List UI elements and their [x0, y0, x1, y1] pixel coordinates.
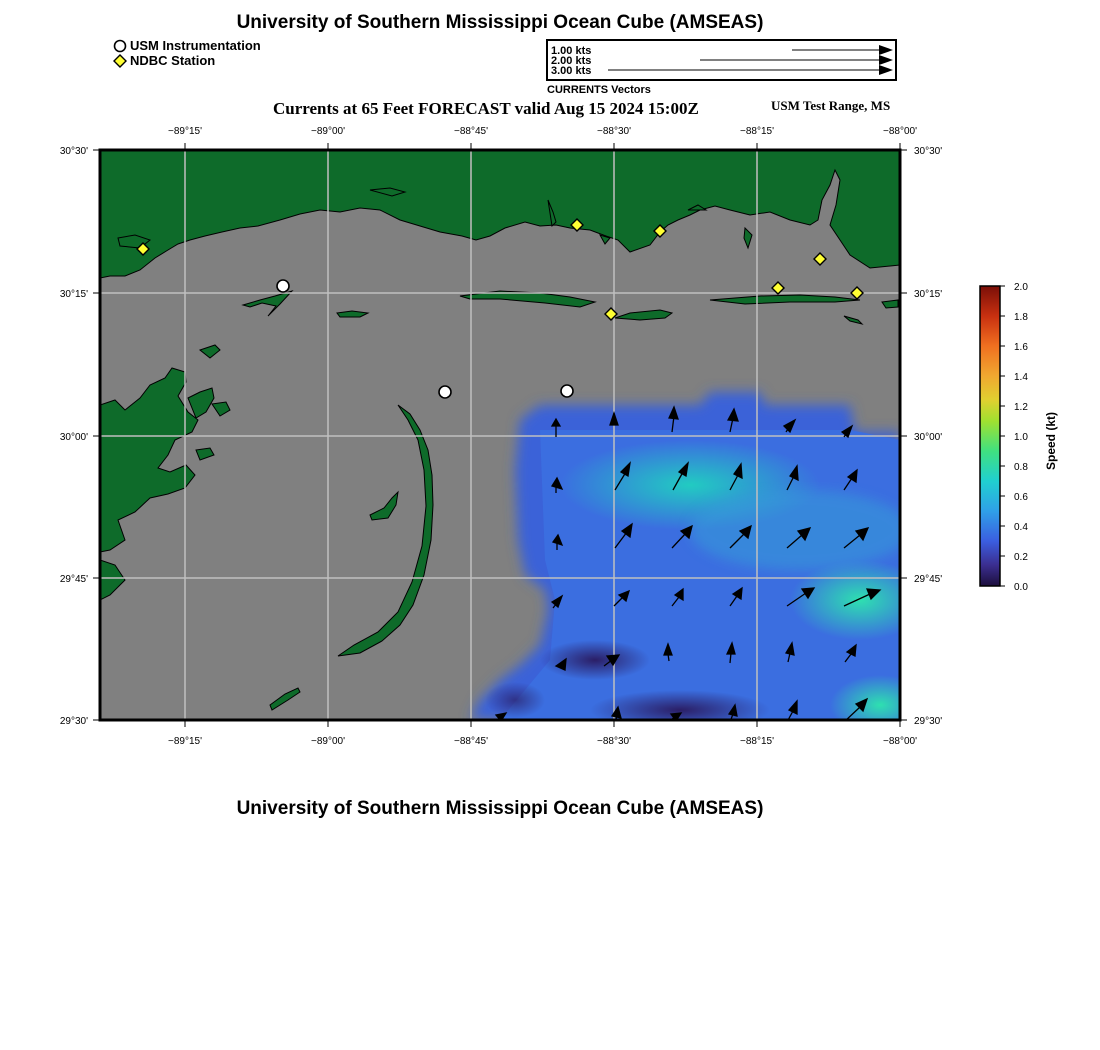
vector-scale-title: CURRENTS Vectors — [547, 84, 651, 96]
usm-instrument-marker[interactable] — [561, 385, 573, 397]
lat-tick: 30°15' — [59, 289, 88, 300]
colorbar-tick: 0.6 — [1014, 492, 1028, 503]
colorbar-label: Speed (kt) — [1044, 411, 1058, 470]
colorbar-tick: 0.8 — [1014, 462, 1028, 473]
lon-tick: −88°15' — [740, 736, 774, 747]
scale-label-1: 1.00 kts — [551, 45, 592, 57]
scale-label-2: 2.00 kts — [551, 55, 592, 67]
lat-tick: 30°30' — [914, 146, 943, 157]
lat-tick: 30°00' — [59, 432, 88, 443]
lon-tick: −89°00' — [311, 126, 345, 137]
lat-tick: 29°30' — [59, 716, 88, 727]
legend-usm-label: USM Instrumentation — [130, 38, 261, 53]
map-subtitle: Currents at 65 Feet FORECAST valid Aug 15 2024 15:00Z — [273, 99, 699, 118]
region-label: USM Test Range, MS — [771, 98, 891, 113]
lon-tick: −88°45' — [454, 736, 488, 747]
legend-ndbc-label: NDBC Station — [130, 53, 216, 68]
lat-ticks-left — [60, 146, 88, 727]
lon-tick: −89°15' — [168, 126, 202, 137]
colorbar-tick: 2.0 — [1014, 282, 1028, 293]
lat-tick: 30°30' — [59, 146, 88, 157]
lat-tick: 29°45' — [59, 574, 88, 585]
lon-tick: −88°00' — [883, 736, 917, 747]
colorbar-tick: 1.8 — [1014, 312, 1028, 323]
lat-tick: 29°30' — [914, 716, 943, 727]
colorbar-tick: 1.6 — [1014, 342, 1028, 353]
colorbar-tick: 1.2 — [1014, 402, 1028, 413]
lon-ticks-bottom — [168, 736, 917, 747]
colorbar-tick: 1.0 — [1014, 432, 1028, 443]
colorbar-tick: 0.2 — [1014, 552, 1028, 563]
usm-instrument-marker[interactable] — [277, 280, 289, 292]
colorbar-tick: 1.4 — [1014, 372, 1028, 383]
lon-tick: −88°00' — [883, 126, 917, 137]
scale-label-3: 3.00 kts — [551, 65, 592, 77]
colorbar-tick: 0.4 — [1014, 522, 1028, 533]
usm-instrument-marker[interactable] — [439, 386, 451, 398]
lat-ticks-right — [914, 146, 942, 727]
lon-ticks-top — [168, 126, 917, 137]
lat-tick: 29°45' — [914, 574, 943, 585]
lon-tick: −89°15' — [168, 736, 202, 747]
colorbar-tick: 0.0 — [1014, 582, 1028, 593]
lon-tick: −88°30' — [597, 126, 631, 137]
footer-title: University of Southern Mississippi Ocean Cube (AMSEAS) — [236, 798, 764, 819]
lon-tick: −88°45' — [454, 126, 488, 137]
lon-tick: −88°15' — [740, 126, 774, 137]
lat-tick: 30°15' — [914, 289, 943, 300]
speed-field — [470, 392, 930, 735]
lon-tick: −88°30' — [597, 736, 631, 747]
page-title: University of Southern Mississippi Ocean Cube (AMSEAS) — [236, 12, 764, 33]
lon-tick: −89°00' — [311, 736, 345, 747]
colorbar — [970, 280, 1070, 600]
lat-tick: 30°00' — [914, 432, 943, 443]
